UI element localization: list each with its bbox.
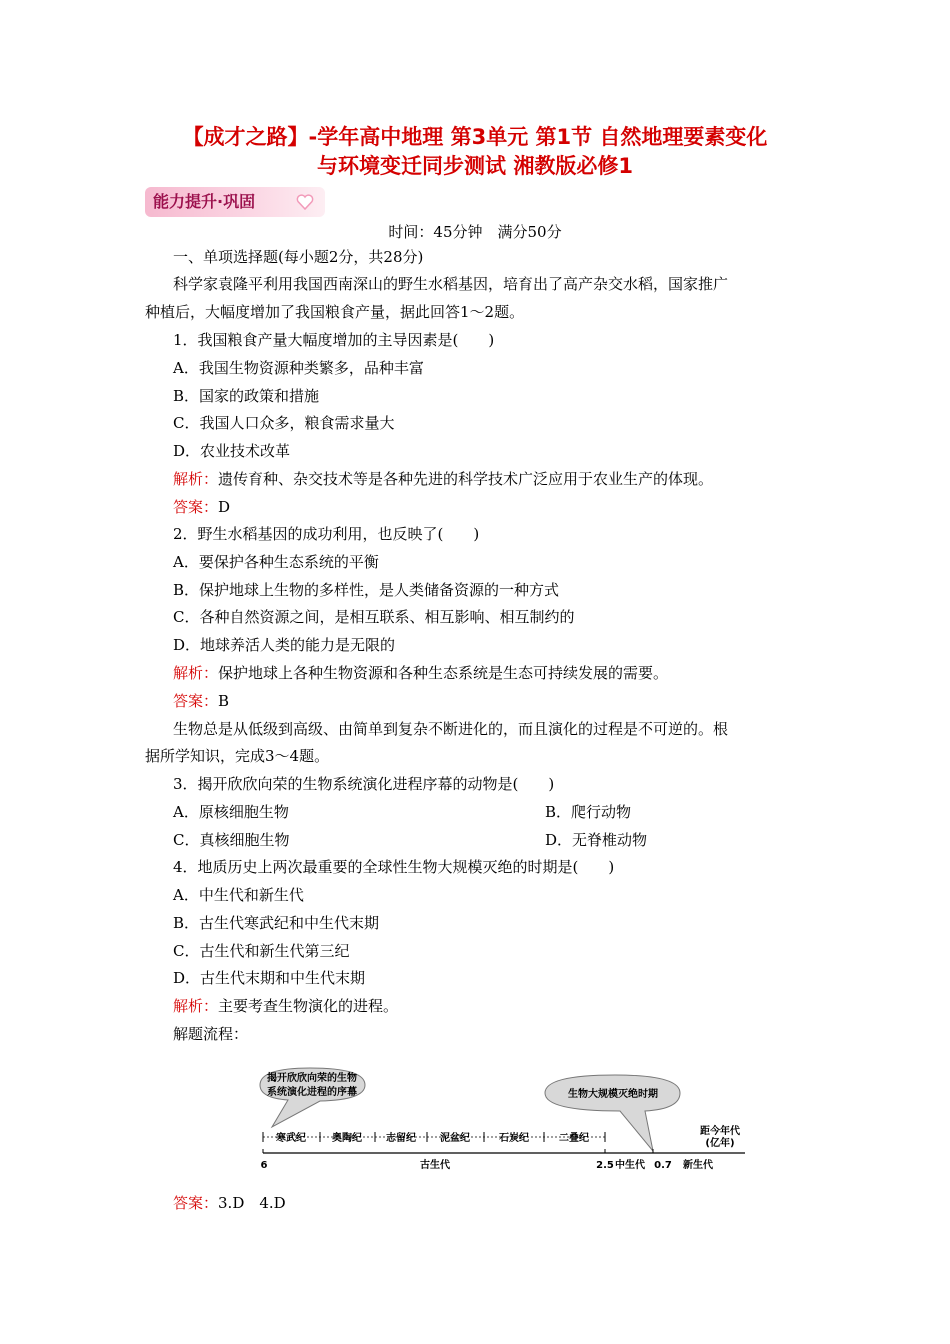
answer-label: 答案： [173, 498, 219, 516]
section-heading: 一、单项选择题(每小题2分，共28分) [173, 248, 424, 266]
timeline-svg [250, 1065, 750, 1185]
passage-2-line-2: 据所学知识，完成3～4题。 [145, 747, 330, 765]
tick-label: 6 [260, 1160, 268, 1171]
tick-label: 2.5 [596, 1160, 614, 1171]
answer-value: 3.D 4.D [218, 1194, 286, 1212]
time-info: 时间：45分钟 满分50分 [388, 223, 562, 241]
question-4-option-a: A．中生代和新生代 [173, 886, 304, 904]
analysis-label: 解析： [173, 997, 219, 1015]
tick-label: 0.7 [654, 1160, 672, 1171]
period-row [263, 1131, 605, 1144]
question-1-analysis [173, 468, 713, 490]
question-2-answer [173, 690, 229, 712]
question-2-option-b: B．保护地球上生物的多样性，是人类储备资源的一种方式 [173, 581, 560, 599]
question-4-analysis [173, 995, 398, 1017]
question-3-option-c: C．真核细胞生物 [173, 831, 290, 849]
question-4-option-c: C．古生代和新生代第三纪 [173, 942, 350, 960]
period-label: 石炭纪 [499, 1133, 529, 1144]
section-badge [145, 187, 325, 217]
era-label: 古生代 [420, 1160, 450, 1171]
axis-label-1: 距今年代 [700, 1126, 740, 1137]
period-label: 泥盆纪 [440, 1133, 470, 1144]
analysis-label: 解析： [173, 664, 219, 682]
passage-1-line-2: 种植后，大幅度增加了我国粮食产量，据此回答1～2题。 [145, 303, 525, 321]
era-label: 新生代 [683, 1160, 713, 1171]
period-label: 奥陶纪 [332, 1133, 362, 1144]
period-label: 二叠纪 [559, 1133, 589, 1144]
question-1-option-a: A．我国生物资源种类繁多，品种丰富 [173, 359, 424, 377]
analysis-text: 遗传育种、杂交技术等是各种先进的科学技术广泛应用于农业生产的体现。 [218, 470, 714, 488]
question-3-option-b: B．爬行动物 [545, 803, 632, 821]
passage-1-line-1: 科学家袁隆平利用我国西南深山的野生水稻基因，培育出了高产杂交水稻，国家推广 [173, 275, 729, 293]
question-1-option-d: D．农业技术改革 [173, 442, 291, 460]
question-2-option-c: C．各种自然资源之间，是相互联系、相互影响、相互制约的 [173, 608, 575, 626]
question-2-option-a: A．要保护各种生态系统的平衡 [173, 553, 379, 571]
bubble-left-text-1: 揭开欣欣向荣的生物 [267, 1073, 357, 1084]
question-2-analysis [173, 662, 668, 684]
question-1-option-b: B．国家的政策和措施 [173, 387, 320, 405]
question-3-option-d: D．无脊椎动物 [545, 831, 648, 849]
question-3-stem: 3．揭开欣欣向荣的生物系统演化进程序幕的动物是( ) [173, 775, 555, 793]
axis-label-2: (亿年) [705, 1138, 735, 1149]
passage-2-line-1: 生物总是从低级到高级、由简单到复杂不断进化的，而且演化的过程是不可逆的。根 [173, 720, 729, 738]
answer-value: B [218, 692, 230, 710]
question-4-option-b: B．古生代寒武纪和中生代末期 [173, 914, 380, 932]
question-4-option-d: D．古生代末期和中生代末期 [173, 969, 366, 987]
question-1-stem: 1．我国粮食产量大幅度增加的主导因素是( ) [173, 331, 495, 349]
analysis-text: 保护地球上各种生物资源和各种生态系统是生态可持续发展的需要。 [218, 664, 669, 682]
question-3-option-a: A．原核细胞生物 [173, 803, 289, 821]
question-2-stem: 2．野生水稻基因的成功利用，也反映了( ) [173, 525, 480, 543]
question-4-stem: 4．地质历史上两次最重要的全球性生物大规模灭绝的时期是( ) [173, 858, 615, 876]
bubble-left [260, 1068, 365, 1127]
solution-flow-label: 解题流程： [173, 1025, 249, 1043]
answer-value: D [218, 498, 231, 516]
period-label: 志留纪 [386, 1133, 416, 1144]
analysis-text: 主要考查生物演化的进程。 [218, 997, 399, 1015]
section-badge-label: 能力提升·巩固 [153, 192, 256, 211]
final-answer [173, 1192, 286, 1214]
question-2-option-d: D．地球养活人类的能力是无限的 [173, 636, 396, 654]
question-1-option-c: C．我国人口众多，粮食需求量大 [173, 414, 395, 432]
bubble-left-text-2: 系统演化进程的序幕 [267, 1087, 357, 1098]
document-title-line-1: 【成才之路】-学年高中地理 第3单元 第1节 自然地理要素变化 [182, 125, 768, 149]
analysis-label: 解析： [173, 470, 219, 488]
geologic-timeline-diagram [250, 1065, 750, 1185]
era-label: 中生代 [615, 1160, 645, 1171]
answer-label: 答案： [173, 692, 219, 710]
heart-icon [295, 192, 315, 212]
period-label: 寒武纪 [276, 1133, 306, 1144]
question-1-answer [173, 496, 230, 518]
answer-label: 答案： [173, 1194, 219, 1212]
bubble-right-text: 生物大规模灭绝时期 [568, 1089, 658, 1100]
document-title-line-2: 与环境变迁同步测试 湘教版必修1 [317, 154, 633, 178]
